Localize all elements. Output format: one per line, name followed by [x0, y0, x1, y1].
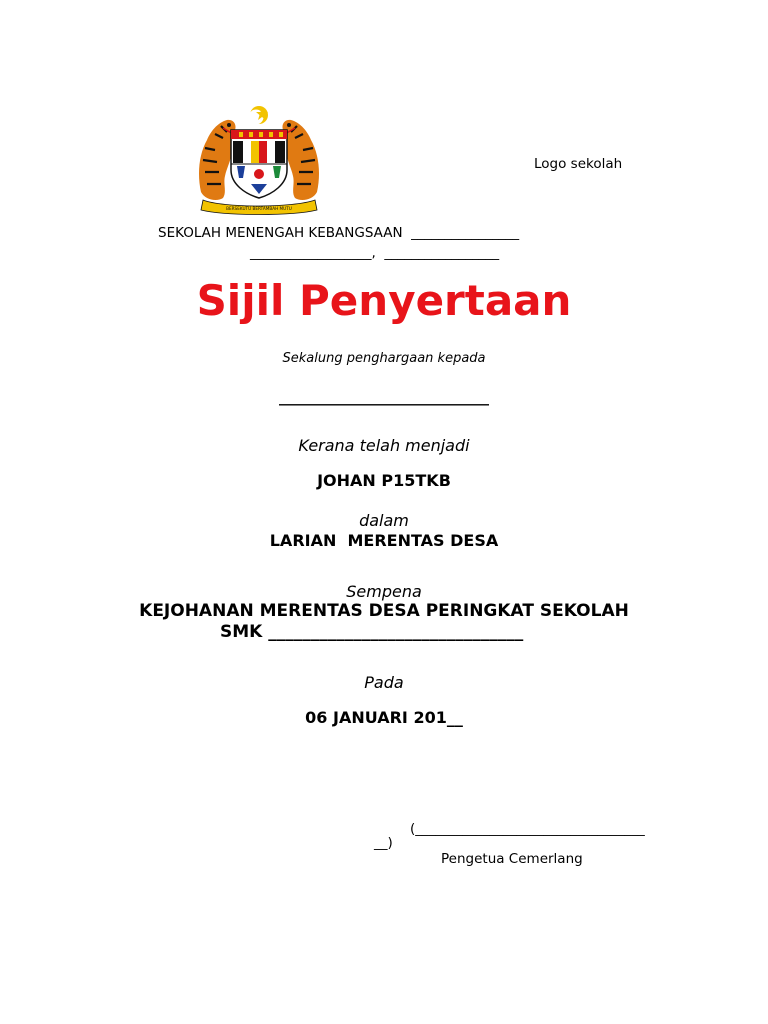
in-text: dalam	[359, 511, 409, 530]
recipient-name-line: ____________________________	[279, 388, 489, 406]
date-text: 06 JANUARI 201__	[305, 708, 463, 727]
school-name-line: SEKOLAH MENENGAH KEBANGSAAN ________________	[158, 225, 520, 241]
logo-placeholder-label: Logo sekolah	[534, 156, 623, 172]
right-tiger-icon	[282, 120, 319, 200]
left-tiger-icon	[199, 120, 236, 200]
crescent-star-icon	[249, 106, 269, 125]
because-text: Kerana telah menjadi	[298, 436, 470, 455]
award-text: JOHAN P15TKB	[317, 471, 451, 490]
occasion-text: Sempena	[346, 582, 422, 601]
signatory-title: Pengetua Cemerlang	[441, 851, 583, 867]
certificate-title: Sijil Penyertaan	[196, 276, 572, 325]
svg-text:BERSEKUTU BERTAMBAH MUTU: BERSEKUTU BERTAMBAH MUTU	[226, 206, 292, 211]
malaysia-coat-of-arms-logo	[193, 104, 325, 216]
shield-icon	[231, 130, 287, 198]
signature-line: (__________________________________	[410, 821, 645, 837]
signature-line-end: __)	[374, 835, 393, 851]
on-text: Pada	[364, 673, 404, 692]
event-name: LARIAN MERENTAS DESA	[269, 531, 499, 550]
school-address-line: __________________, _________________	[250, 245, 500, 261]
appreciation-text: Sekalung penghargaan kepada	[282, 351, 486, 366]
motto-ribbon	[201, 200, 317, 215]
championship-name: KEJOHANAN MERENTAS DESA PERINGKAT SEKOLAH	[139, 601, 629, 621]
smk-line: SMK ______________________________	[220, 622, 524, 642]
